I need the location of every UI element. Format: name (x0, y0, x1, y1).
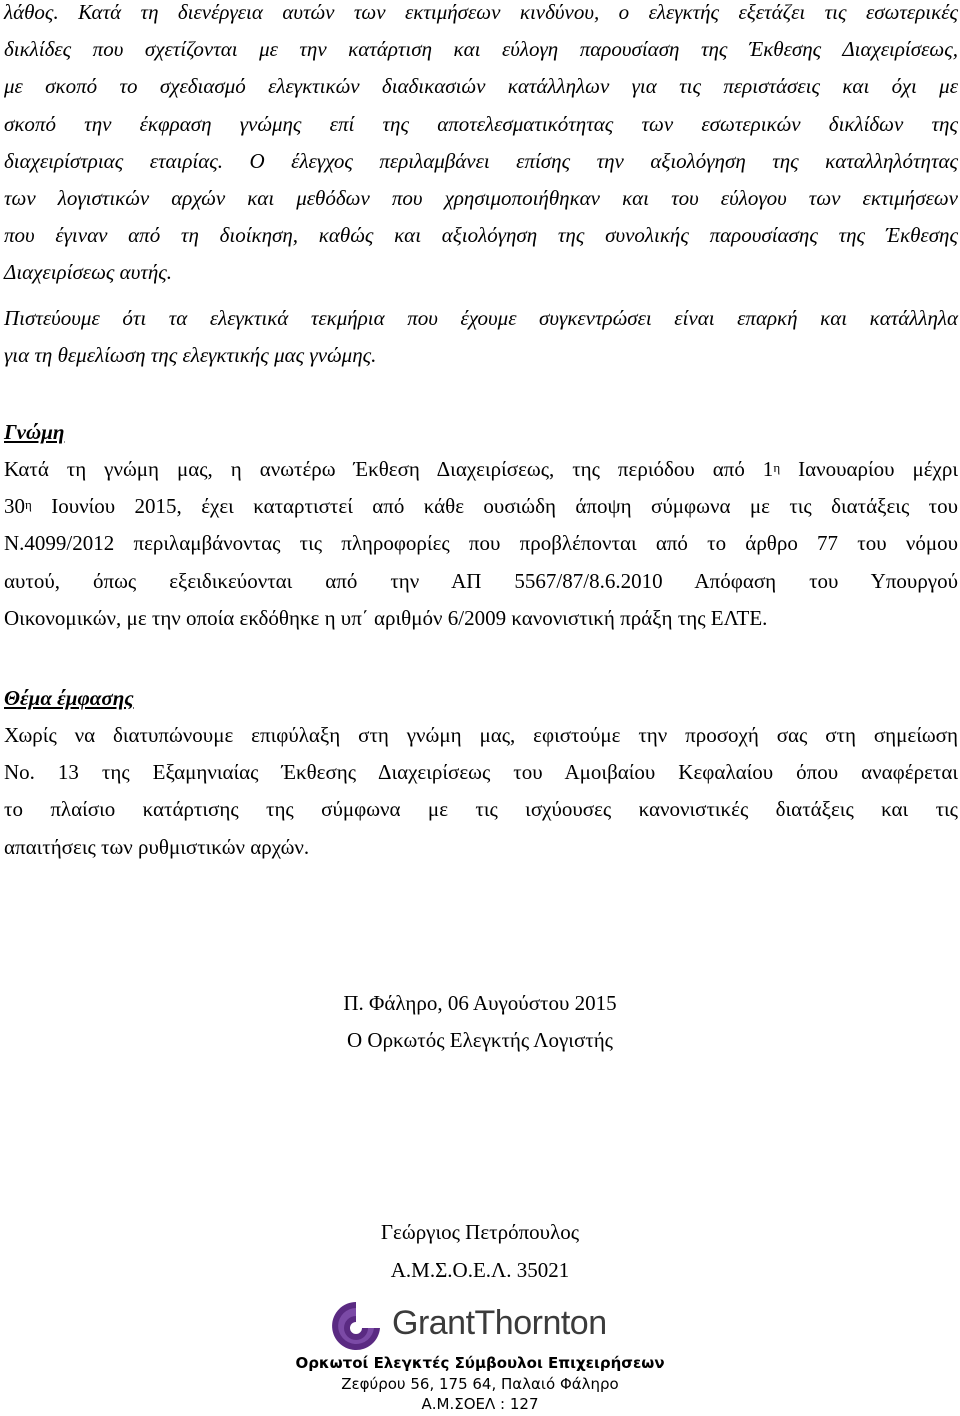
emphasis-line-1: Χωρίς να διατυπώνουμε επιφύλαξη στη γνώμη μας, εφιστούμε την προσοχή σας στη σημείωση (4, 723, 958, 747)
emphasis-paragraph (4, 717, 958, 866)
superscript-2: η (25, 497, 32, 513)
emphasis-heading: Θέμα έμφασης (4, 686, 134, 710)
opinion-line-1 (4, 451, 958, 488)
emphasis-line-2: Νο. 13 της Εξαμηνιαίας Έκθεσης Διαχειρίσεως του Αμοιβαίου Κεφαλαίου όπου αναφέρεται (4, 760, 958, 785)
intro-line-3: με σκοπό το σχεδιασμό ελεγκτικών διαδικασιών κατάλληλων για τις περιστάσεις και όχι με (4, 74, 958, 99)
company-stamp (290, 1296, 670, 1416)
stamp-line-1: Ορκωτοί Ελεγκτές Σύμβουλοι Επιχειρήσεων (295, 1354, 665, 1372)
opinion-line-1-a: Κατά τη γνώμη μας, η ανωτέρω Έκθεση Διαχειρίσεως, της περιόδου από 1 (4, 457, 774, 481)
intro-line-4: σκοπό την έκφραση γνώμης επί της αποτελεσματικότητας των εσωτερικών δικλίδων της (4, 111, 958, 136)
intro-line-8: Διαχειρίσεως αυτής. (4, 260, 173, 285)
opinion-section (4, 414, 958, 451)
signer-registration: Α.Μ.Σ.Ο.Ε.Λ. 35021 (390, 1258, 570, 1282)
signer-name: Γεώργιος Πετρόπουλος (380, 1220, 580, 1244)
opinion-line-5: Οικονομικών, με την οποία εκδόθηκε η υπ΄ αριθμόν 6/2009 κανονιστική πράξη της ΕΛΤΕ. (4, 605, 768, 630)
opinion-line-2-a: 30 (4, 494, 25, 519)
intro-line-7: που έγιναν από τη διοίκηση, καθώς και αξιολόγηση της συνολικής παρουσίασης της Έκθεσης (4, 223, 958, 248)
intro-line-1: λάθος. Κατά τη διενέργεια αυτών των εκτιμήσεων κινδύνου, ο ελεγκτής εξετάζει τις εσωτερικές (4, 0, 958, 24)
place-date: Π. Φάληρο, 06 Αυγούστου 2015 (343, 991, 617, 1015)
emphasis-line-3: το πλαίσιο κατάρτισης της σύμφωνα με τις ισχύουσες κανονιστικές διατάξεις και τις (4, 797, 958, 822)
evidence-paragraph (4, 300, 958, 374)
intro-line-6: των λογιστικών αρχών και μεθόδων που χρησιμοποιήθηκαν και του εύλογου των εκτιμήσεων (4, 186, 958, 211)
evidence-line-1: Πιστεύουμε ότι τα ελεγκτικά τεκμήρια που έχουμε συγκεντρώσει είναι επαρκή και κατάλληλα (4, 306, 958, 330)
opinion-line-1-b: Ιανουαρίου μέχρι (780, 457, 958, 481)
emphasis-section (4, 680, 958, 717)
intro-line-5: διαχειρίστριας εταιρίας. Ο έλεγχος περιλαμβάνει επίσης την αξιολόγηση της καταλληλότητας (4, 148, 958, 173)
superscript-1: η (773, 460, 781, 475)
intro-line-2: δικλίδες που σχετίζονται με την κατάρτιση και εύλογη παρουσίαση της Έκθεσης Διαχειρίσεως, (4, 37, 958, 62)
grant-thornton-logo-icon (326, 1298, 386, 1354)
opinion-line-2-b: Ιουνίου 2015, έχει καταρτιστεί από κάθε ουσιώδη άποψη σύμφωνα με τις διατάξεις του (31, 494, 958, 519)
signer-role: Ο Ορκωτός Ελεγκτής Λογιστής (346, 1028, 614, 1052)
stamp-line-3: Α.Μ.ΣΟΕΛ : 127 (421, 1395, 539, 1413)
brand-name: GrantThornton (392, 1304, 607, 1342)
intro-paragraph (4, 0, 958, 292)
emphasis-line-4: απαιτήσεις των ρυθμιστικών αρχών. (4, 834, 310, 859)
opinion-line-3: Ν.4099/2012 περιλαμβάνοντας τις πληροφορίες που προβλέπονται από το άρθρο 77 του νόμου (4, 531, 958, 556)
evidence-line-2: για τη θεμελίωση της ελεγκτικής μας γνώμης. (4, 343, 377, 368)
opinion-heading: Γνώμη (4, 420, 65, 444)
opinion-line-2 (4, 488, 958, 525)
opinion-paragraph (4, 451, 958, 637)
opinion-line-4: αυτού, όπως εξειδικεύονται από την ΑΠ 5567/87/8.6.2010 Απόφαση του Υπουργού (4, 568, 958, 593)
stamp-line-2: Ζεφύρου 56, 175 64, Παλαιό Φάληρο (341, 1375, 619, 1393)
